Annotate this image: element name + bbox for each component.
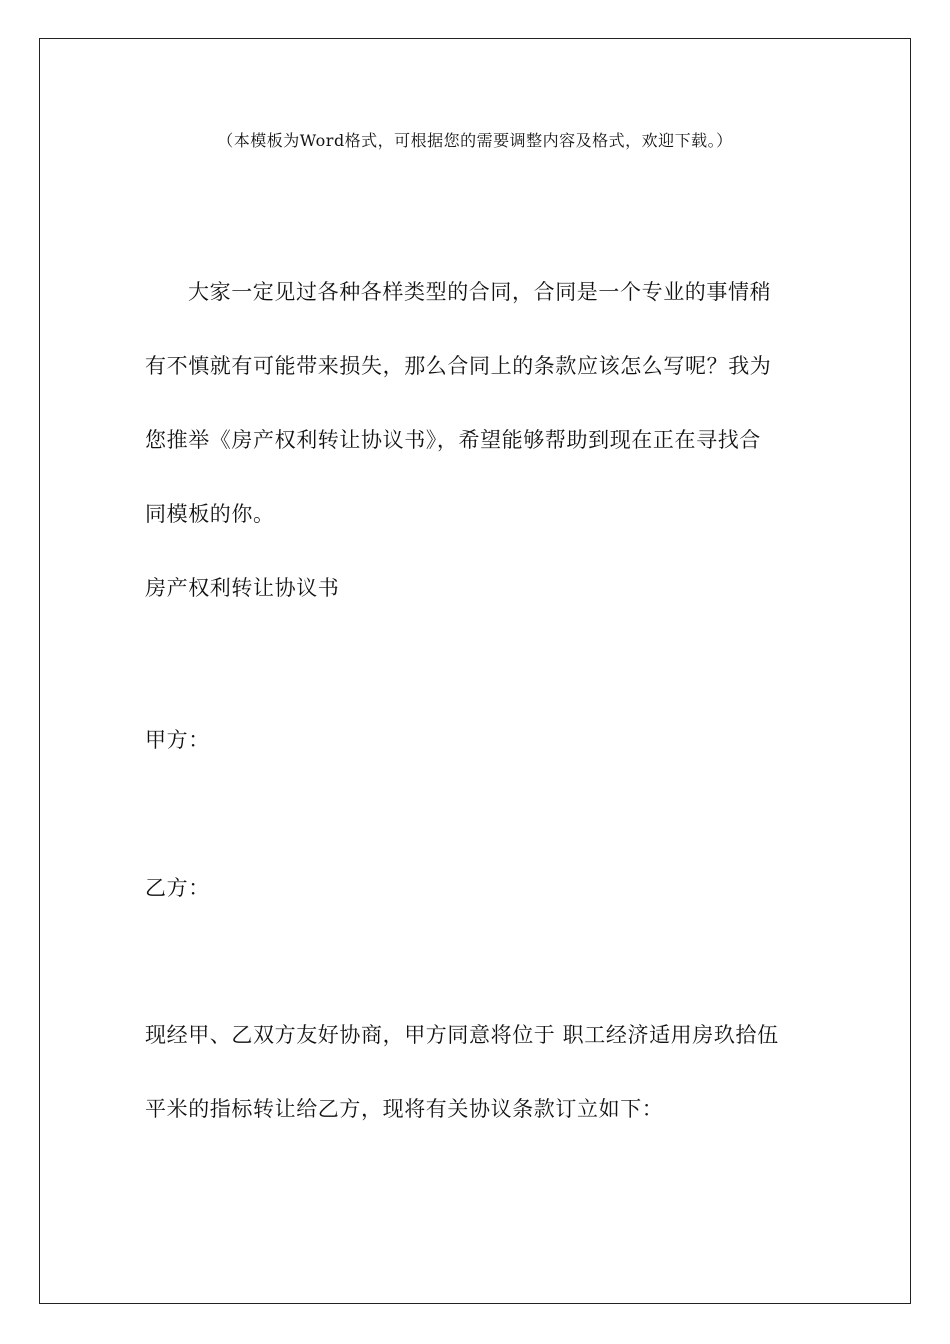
party-a-label: 甲方： bbox=[145, 728, 210, 752]
intro-line-1: 大家一定见过各种各样类型的合同，合同是一个专业的事情稍 bbox=[188, 280, 772, 304]
intro-line-3: 您推举《房产权利转让协议书》，希望能够帮助到现在正在寻找合 bbox=[145, 428, 761, 452]
intro-line-4: 同模板的你。 bbox=[145, 502, 275, 526]
document-title: 房产权利转让协议书 bbox=[145, 576, 340, 600]
intro-line-2: 有不慎就有可能带来损失，那么合同上的条款应该怎么写呢？我为 bbox=[145, 354, 772, 378]
party-b-label: 乙方： bbox=[145, 876, 210, 900]
template-note: （本模板为Word格式，可根据您的需要调整内容及格式，欢迎下载。） bbox=[217, 131, 733, 150]
body-line-1: 现经甲、乙双方友好协商，甲方同意将位于 职工经济适用房玖拾伍 bbox=[145, 1023, 779, 1047]
body-line-2: 平米的指标转让给乙方，现将有关协议条款订立如下： bbox=[145, 1097, 664, 1121]
